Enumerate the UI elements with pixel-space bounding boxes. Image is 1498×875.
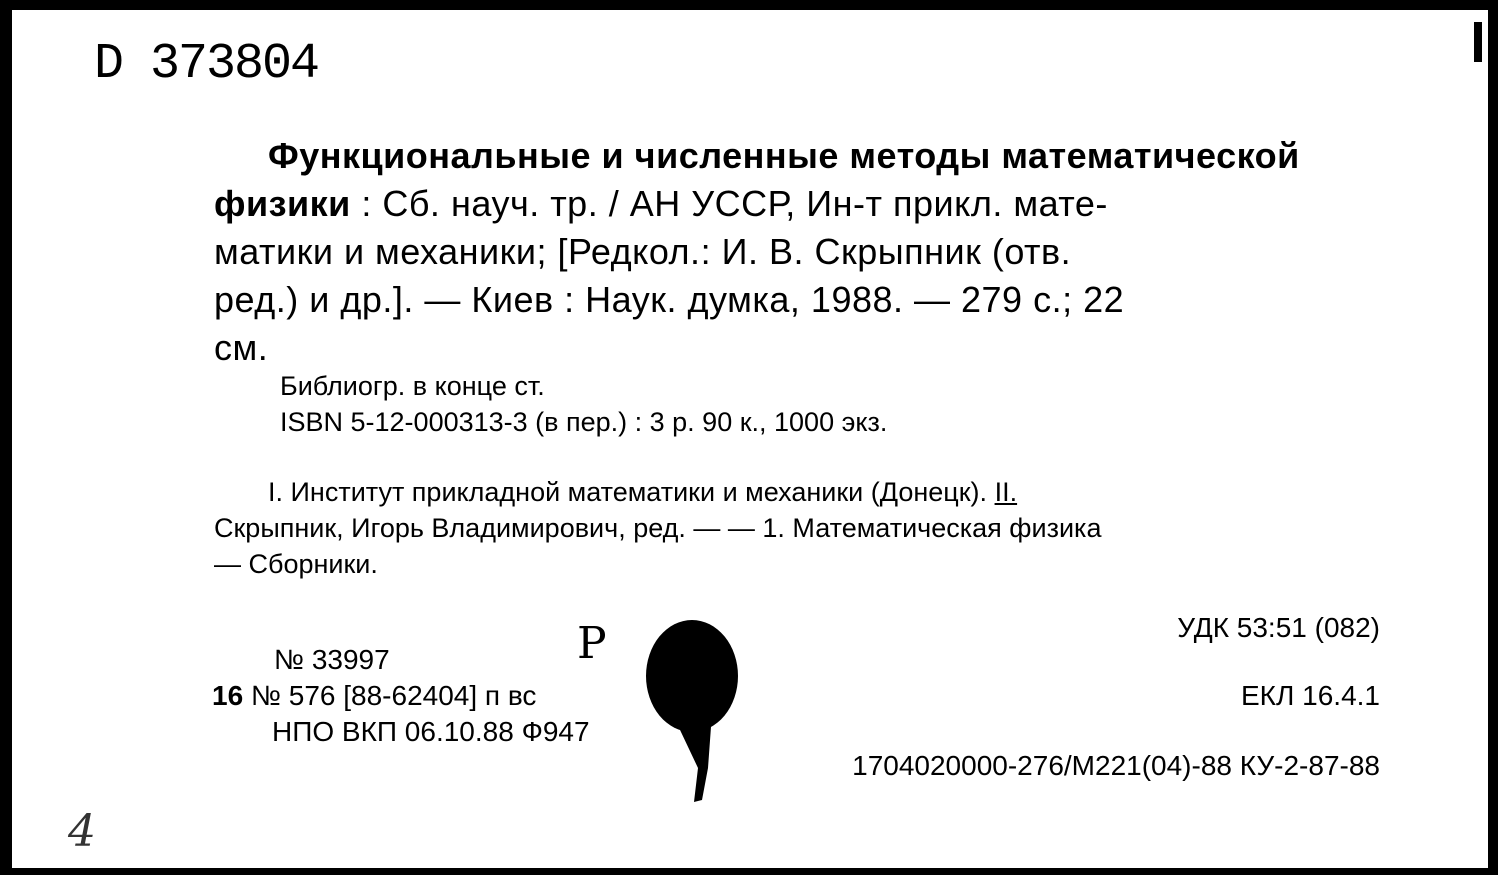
publisher-line: НПО ВКП 06.10.88 Ф947 xyxy=(272,716,590,747)
class-number: 1704020000-276/М221(04)-88 КУ-2-87-88 xyxy=(852,750,1380,781)
bibliographic-entry xyxy=(214,132,1386,372)
ekl-code: ЕКЛ 16.4.1 xyxy=(1241,680,1380,711)
ink-blot-icon xyxy=(642,618,738,808)
entry-line-3: матики и механики; [Редкол.: И. В. Скрыпник (отв. xyxy=(214,231,1072,272)
order-rest: № 576 [88-62404] п вс xyxy=(250,680,537,711)
tracing-roman-2: II. xyxy=(994,477,1018,507)
title-line-2: физики xyxy=(214,183,351,224)
order-lead: 16 xyxy=(212,680,244,711)
tracing-1: I. Институт прикладной математики и механики (Донецк). xyxy=(268,477,988,507)
accession-number: № 33997 xyxy=(274,644,390,675)
isbn-note: ISBN 5-12-000313-3 (в пер.) : 3 р. 90 к., 1000 экз. xyxy=(280,407,888,437)
entry-line-2 xyxy=(214,180,1386,228)
title-line-1: Функциональные и численные методы математической xyxy=(268,135,1300,176)
order-line xyxy=(212,682,536,710)
udc-code: УДК 53:51 (082) xyxy=(1177,612,1380,643)
tracing-line-2: Скрыпник, Игорь Владимирович, ред. — — 1. Математическая физика xyxy=(214,513,1102,543)
entry-line-5: см. xyxy=(214,327,269,368)
handwritten-mark: P xyxy=(577,618,607,669)
bibliography-note: Библиогр. в конце ст. xyxy=(280,371,545,401)
tracings xyxy=(214,474,1386,582)
pencil-mark: 4 xyxy=(68,806,96,857)
notes xyxy=(280,368,887,440)
entry-line-2-text: : Сб. науч. тр. / АН УССР, Ин-т прикл. мате- xyxy=(350,183,1108,224)
catalog-card xyxy=(12,10,1488,868)
tracing-line-1 xyxy=(214,474,1386,510)
entry-line-4: ред.) и др.]. — Киев : Наук. думка, 1988. — 279 с.; 22 xyxy=(214,279,1125,320)
tracing-line-3: — Сборники. xyxy=(214,549,378,579)
edge-mark xyxy=(1474,22,1482,62)
call-number: D 373804 xyxy=(94,36,319,93)
